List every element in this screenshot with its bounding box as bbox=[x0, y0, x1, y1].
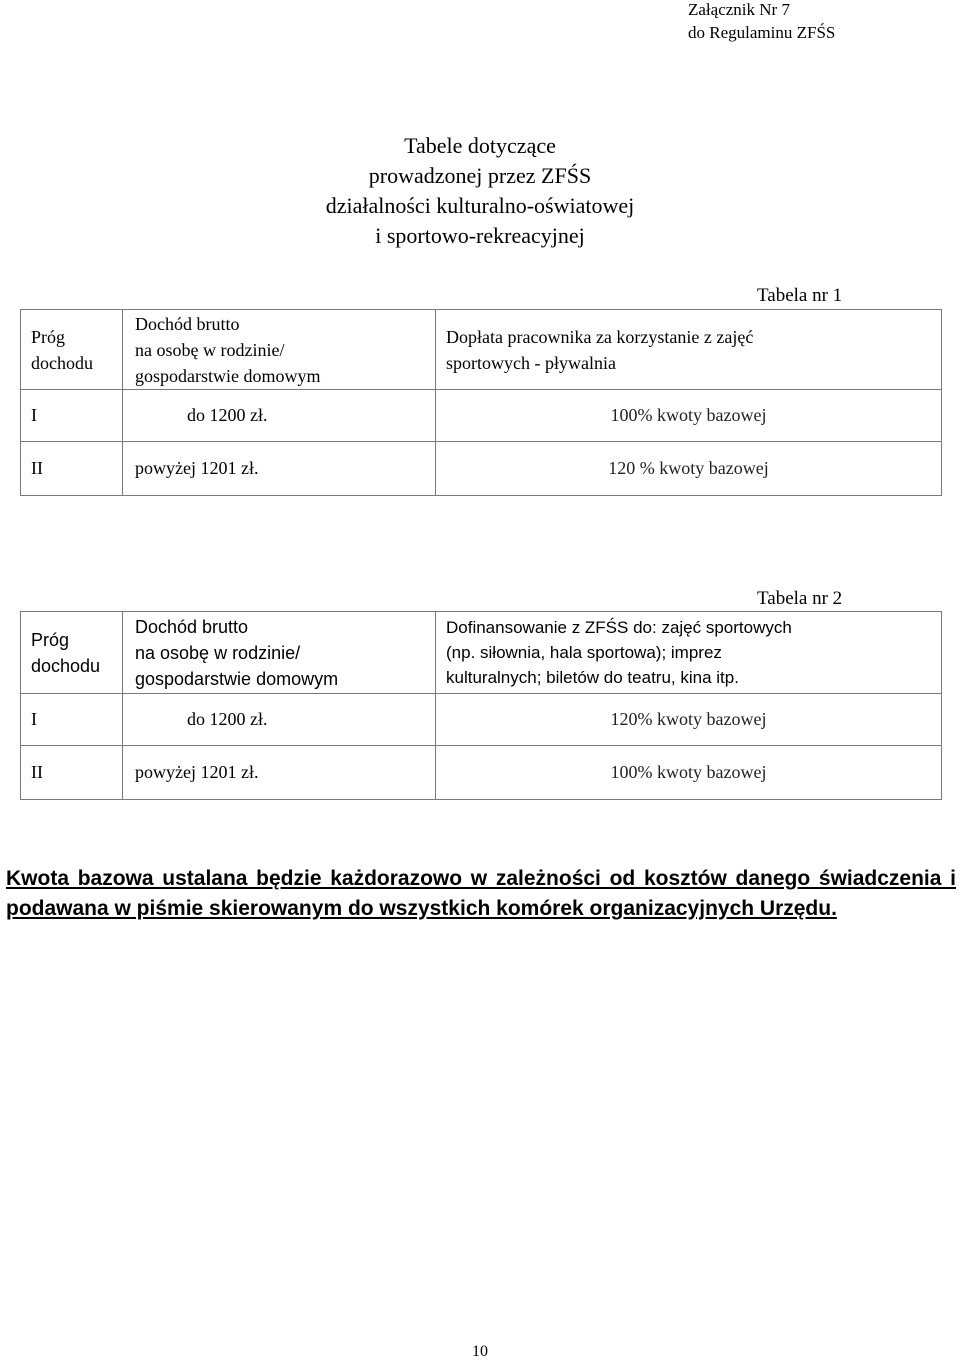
table2-header-threshold: Próg dochodu bbox=[21, 612, 123, 694]
title-line-4: i sportowo-rekreacyjnej bbox=[375, 223, 585, 248]
table2-row2-value: 100% kwoty bazowej bbox=[436, 746, 942, 800]
attachment-header bbox=[688, 0, 835, 44]
table2-row1-value: 120% kwoty bazowej bbox=[436, 694, 942, 746]
table2-header-income: Dochód brutto na osobę w rodzinie/ gospodarstwie domowym bbox=[123, 612, 436, 694]
table-row bbox=[21, 746, 942, 800]
table1-header-contribution: Dopłata pracownika za korzystanie z zajęć sportowych - pływalnia bbox=[436, 310, 942, 390]
table2-header-row bbox=[21, 612, 942, 694]
table2-label: Tabela nr 2 bbox=[757, 588, 843, 609]
table2-row2-income: powyżej 1201 zł. bbox=[123, 746, 436, 800]
title-line-2: prowadzonej przez ZFŚS bbox=[368, 163, 592, 188]
table2-row1-income: do 1200 zł. bbox=[123, 694, 436, 746]
table1-row2-income: powyżej 1201 zł. bbox=[123, 442, 436, 496]
table1-row1-value: 100% kwoty bazowej bbox=[436, 390, 942, 442]
table2-row1-threshold: I bbox=[21, 694, 123, 746]
title-line-1: Tabele dotyczące bbox=[404, 133, 556, 158]
base-amount-note: Kwota bazowa ustalana będzie każdorazowo w zależności od kosztów danego świadczenia i podawana w piśmie skierowanym do wszystkich komórek organizacyjnych Urzędu. bbox=[6, 867, 956, 920]
page-number: 10 bbox=[472, 1343, 488, 1360]
table-row bbox=[21, 390, 942, 442]
table1-row2-value: 120 % kwoty bazowej bbox=[436, 442, 942, 496]
table1-row2-threshold: II bbox=[21, 442, 123, 496]
table2-row2-threshold: II bbox=[21, 746, 123, 800]
table1 bbox=[20, 309, 942, 496]
table-row bbox=[21, 694, 942, 746]
document-title bbox=[0, 131, 960, 251]
table-row bbox=[21, 442, 942, 496]
table1-label: Tabela nr 1 bbox=[757, 285, 843, 306]
table1-header-row bbox=[21, 310, 942, 390]
title-line-3: działalności kulturalno-oświatowej bbox=[325, 193, 635, 218]
table2-header-funding: Dofinansowanie z ZFŚS do: zajęć sportowych (np. siłownia, hala sportowa); imprez kulturalnych; biletów do teatru, kina itp. bbox=[436, 612, 942, 694]
table1-header-threshold: Próg dochodu bbox=[21, 310, 123, 390]
table2 bbox=[20, 611, 942, 800]
table1-row1-threshold: I bbox=[21, 390, 123, 442]
attachment-number: Załącznik Nr 7 bbox=[688, 0, 790, 19]
table1-header-income: Dochód brutto na osobę w rodzinie/ gospodarstwie domowym bbox=[123, 310, 436, 390]
attachment-regulation: do Regulaminu ZFŚS bbox=[688, 23, 836, 42]
table1-row1-income: do 1200 zł. bbox=[123, 390, 436, 442]
